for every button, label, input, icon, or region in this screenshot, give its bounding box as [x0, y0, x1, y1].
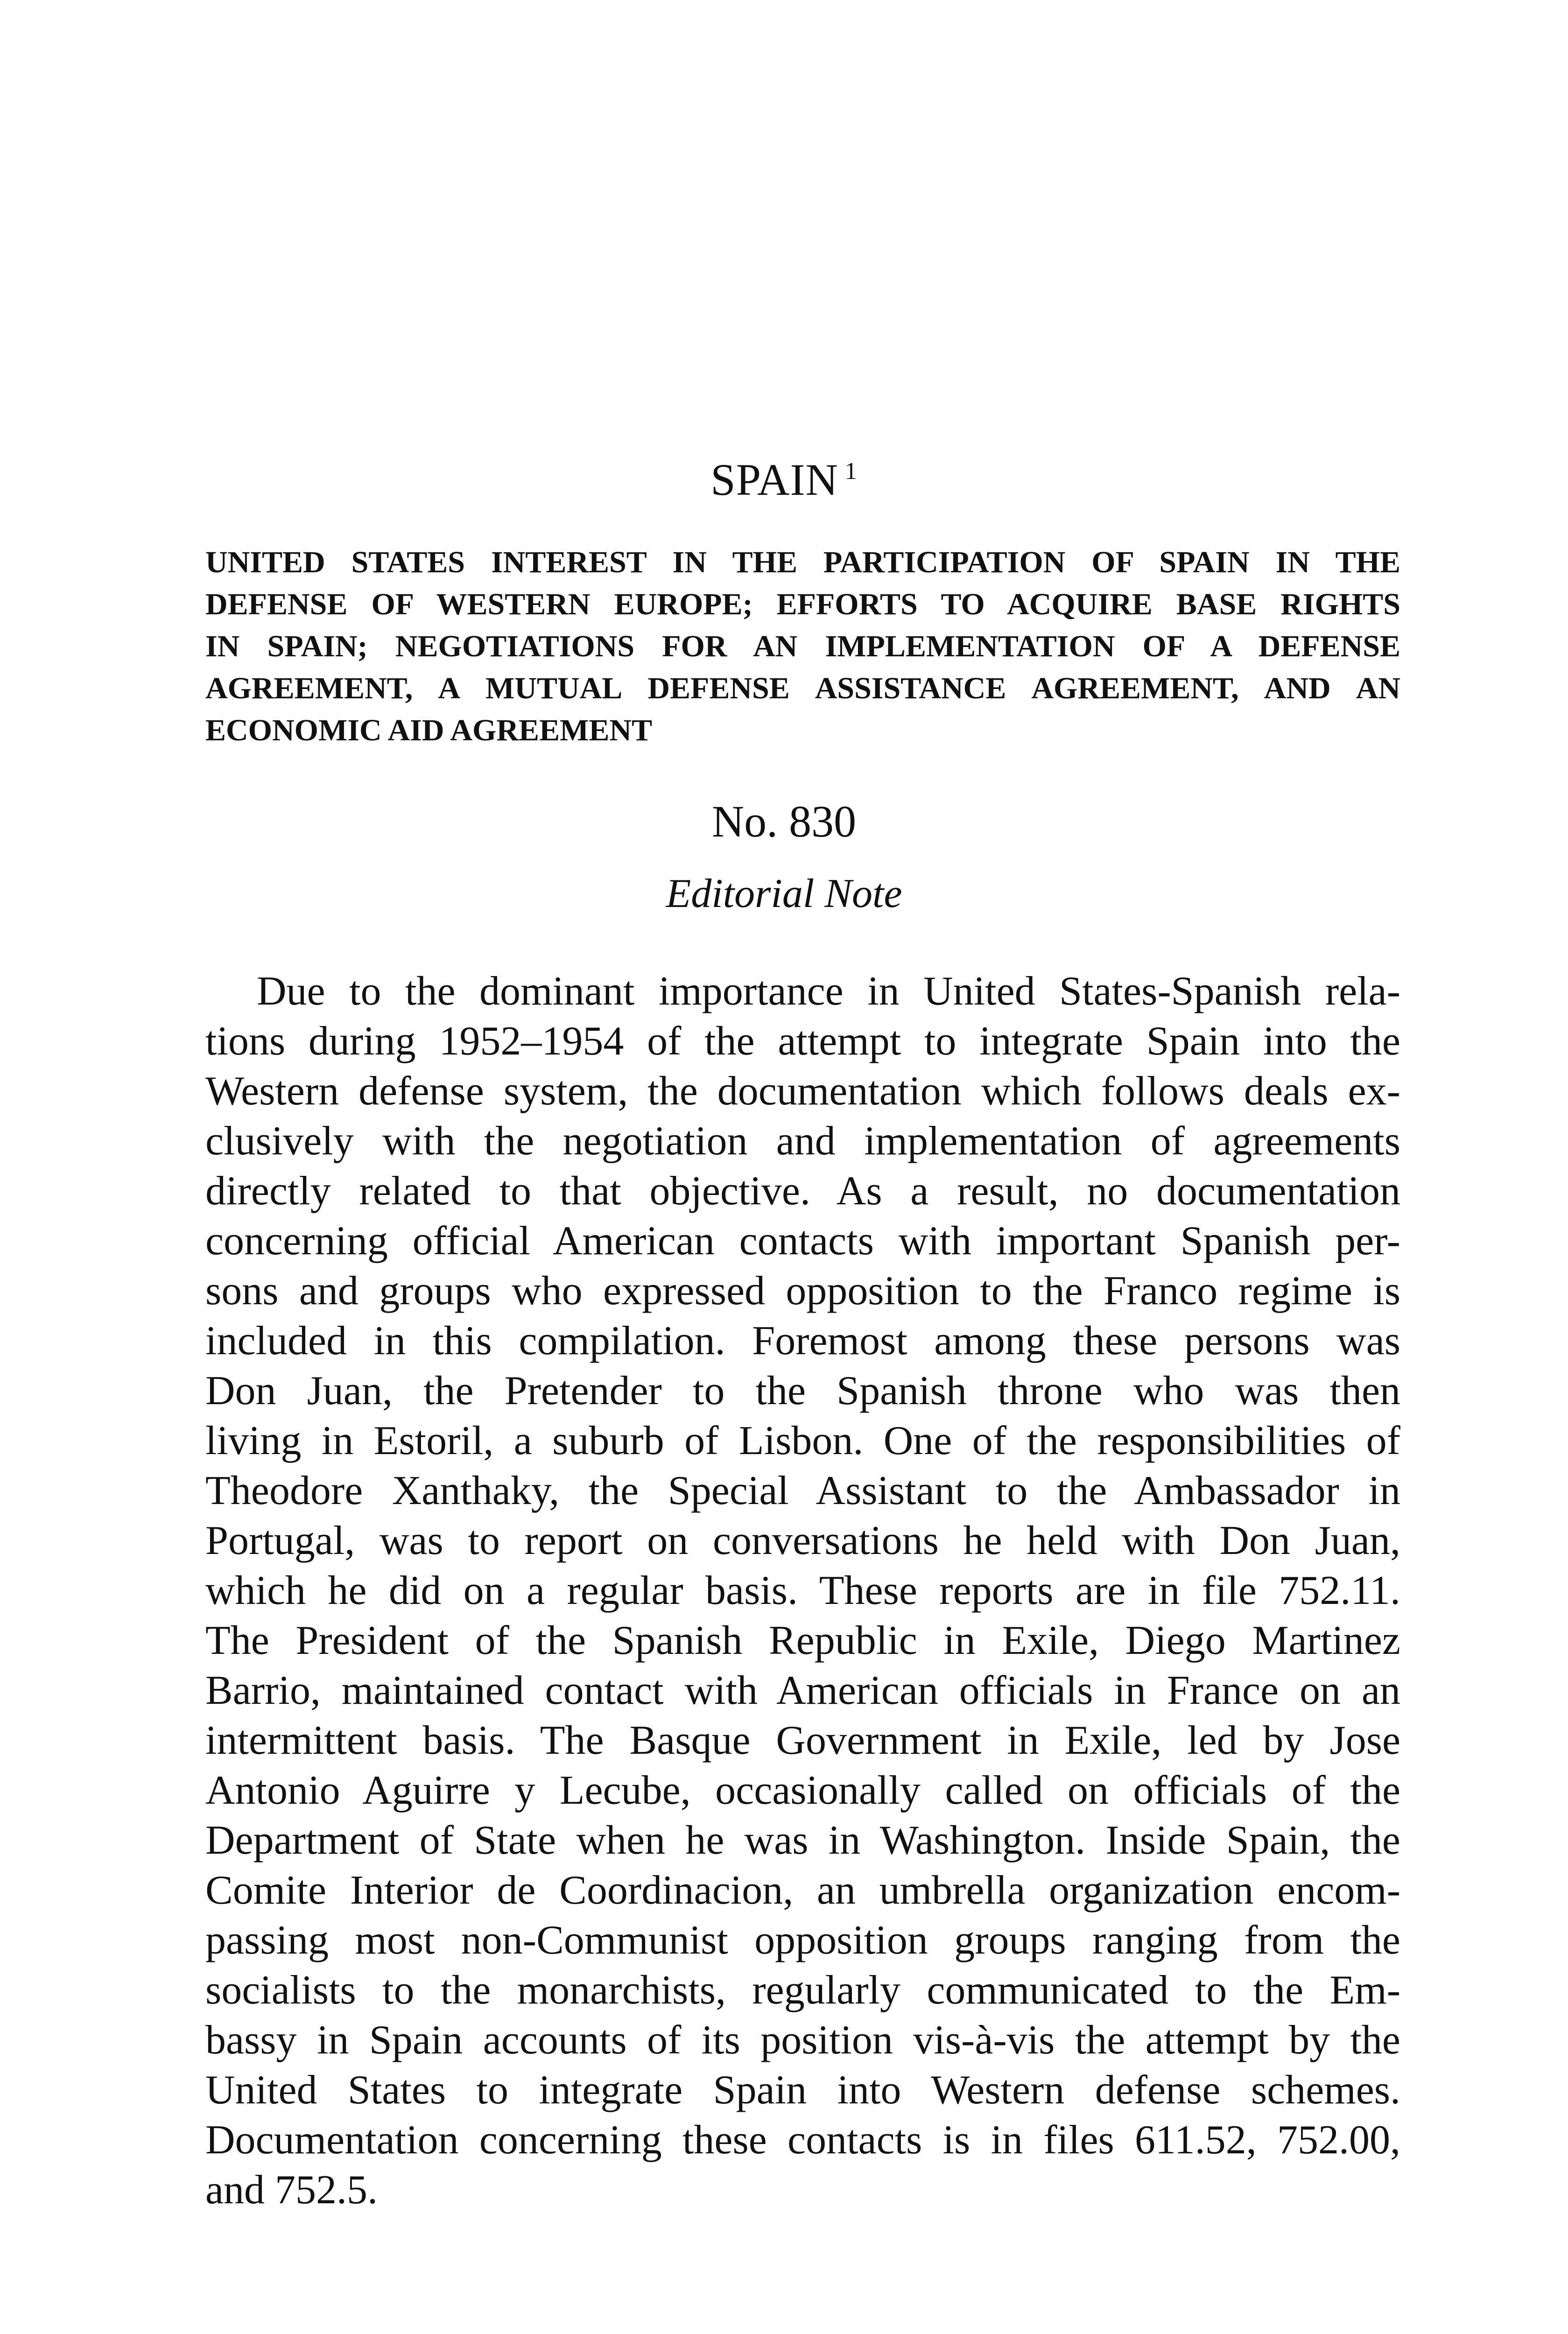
subject-line: AGREEMENT, A MUTUAL DEFENSE ASSISTANCE AGREEMENT, AND AN — [205, 671, 1400, 705]
subject-line: UNITED STATES INTEREST IN THE PARTICIPATION OF SPAIN IN THE — [205, 545, 1400, 579]
body-line: Comite Interior de Coordinacion, an umbrella organization encom- — [205, 1868, 1400, 1913]
subject-line: DEFENSE OF WESTERN EUROPE; EFFORTS TO ACQUIRE BASE RIGHTS — [205, 587, 1400, 621]
body-line: and 752.5. — [205, 2167, 378, 2213]
body-line: directly related to that objective. As a result, no documentation — [205, 1168, 1400, 1214]
body-line: Don Juan, the Pretender to the Spanish throne who was then — [205, 1368, 1400, 1413]
body-line: Documentation concerning these contacts is in files 611.52, 752.00, — [205, 2117, 1400, 2163]
editorial-note-body — [205, 966, 1400, 2215]
document-type: Editorial Note — [666, 871, 902, 916]
subject-line: ECONOMIC AID AGREEMENT — [205, 713, 653, 747]
body-line: Due to the dominant importance in United States-Spanish rela- — [257, 969, 1400, 1014]
body-line: Antonio Aguirre y Lecube, occasionally called on officials of the — [205, 1768, 1400, 1813]
body-line: The President of the Spanish Republic in Exile, Diego Martinez — [205, 1618, 1400, 1663]
body-line: bassy in Spain accounts of its position vis-à-vis the attempt by the — [205, 2018, 1400, 2063]
body-line: which he did on a regular basis. These reports are in file 752.11. — [205, 1568, 1400, 1613]
body-line: clusively with the negotiation and implementation of agreements — [205, 1118, 1400, 1164]
body-line: sons and groups who expressed opposition to the Franco regime is — [205, 1268, 1400, 1314]
body-line: living in Estoril, a suburb of Lisbon. One of the responsibilities of — [205, 1418, 1400, 1463]
subject-line: IN SPAIN; NEGOTIATIONS FOR AN IMPLEMENTATION OF A DEFENSE — [205, 629, 1400, 663]
body-line: Department of State when he was in Washington. Inside Spain, the — [205, 1818, 1400, 1863]
subject-heading — [205, 541, 1400, 752]
body-line: Barrio, maintained contact with American officials in France on an — [205, 1668, 1400, 1713]
body-line: intermittent basis. The Basque Government in Exile, led by Jose — [205, 1718, 1400, 1763]
title-footnote-ref: 1 — [844, 458, 858, 485]
body-line: Portugal, was to report on conversations he held with Don Juan, — [205, 1518, 1400, 1563]
title-text: SPAIN — [710, 455, 838, 505]
body-line: passing most non-Communist opposition groups ranging from the — [205, 1918, 1400, 1963]
page-title — [0, 446, 1568, 506]
body-line: tions during 1952–1954 of the attempt to integrate Spain into the — [205, 1019, 1400, 1064]
document-number: No. 830 — [711, 796, 857, 846]
body-line: Theodore Xanthaky, the Special Assistant to the Ambassador in — [205, 1468, 1400, 1513]
body-line: Western defense system, the documentation which follows deals ex- — [205, 1069, 1400, 1114]
body-line: concerning official American contacts with important Spanish per- — [205, 1218, 1400, 1264]
body-line: United States to integrate Spain into Western defense schemes. — [205, 2067, 1400, 2113]
body-line: included in this compilation. Foremost among these persons was — [205, 1318, 1400, 1364]
body-line: socialists to the monarchists, regularly communicated to the Em- — [205, 1968, 1400, 2013]
